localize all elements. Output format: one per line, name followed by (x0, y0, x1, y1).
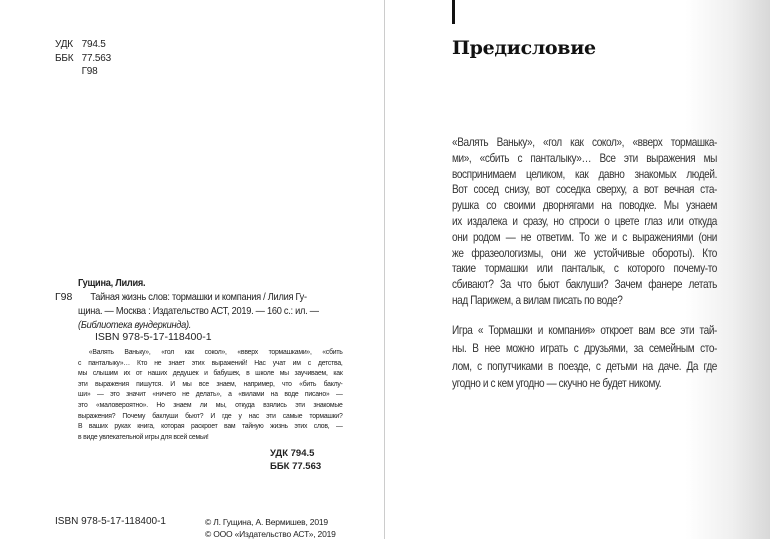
annotation-line: выражения? Почему баклуши бьют? И где у нас эти самые тормашки? (78, 410, 343, 420)
udk-code: УДК 794.5 (270, 448, 315, 459)
annotation-line: в виде увлекательной игры для всей семьи! (78, 431, 209, 441)
footer-isbn: ISBN 978-5-17-118400-1 (55, 516, 166, 527)
bibliographic-record (78, 276, 342, 331)
bbk-line (55, 52, 111, 66)
text-line: ми», «сбить с панталыку»… Все эти выражения мы (452, 151, 717, 165)
annotation-line: «Валять Ваньку», «гол как сокол», «вверх тормашками», «сбить (88, 347, 343, 356)
annotation-line: с панталыку»… Кто не знает этих выражений! Нас учат им с детства, (78, 357, 343, 367)
text-line: «Валять Ваньку», «гол как сокол», «вверх тормашка- (452, 136, 717, 149)
label: УДК (55, 39, 73, 50)
text-line: над Парижем, а вилам писать по воде? (452, 293, 623, 307)
text-line: их издалека и сразу, но спроси о цвете глаз или откуда (452, 214, 717, 228)
value: 794.5 (81, 39, 106, 50)
text-line: воспринимаем целиком, как давно знакомых людей. (452, 167, 717, 181)
annotation-line: ши» — это значит «ничего не делать», а «вилами на воде писано» — (78, 389, 343, 399)
label: ББК (55, 52, 74, 64)
text-line: лом, с попутчиками в поезде, с детьми на даче. Да где (452, 359, 717, 373)
text-line: они родом — не ответим. То же и с выражениями (они (452, 230, 717, 244)
left-page (0, 0, 384, 539)
annotation-line: В ваших руках книга, которая раскроет вам тайную жизнь этих слов, — (78, 421, 343, 431)
classification-block (55, 38, 111, 79)
text-line: же фразеологизмы, они же устойчивые обороты). Кто (452, 246, 717, 260)
annotation-line: это «маловероятно». Но знаем ли мы, откуда взялись эти знакомые (78, 399, 343, 409)
imprint-column (78, 276, 343, 473)
isbn: ISBN 978-5-17-118400-1 (95, 331, 212, 343)
annotation-line: мы слышим их от наших дедушек и бабушек, в школе мы заучиваем, как (78, 368, 343, 378)
udk-line (55, 38, 111, 52)
paragraph-2 (452, 322, 717, 393)
classification-codes (78, 447, 343, 473)
paragraph-1 (452, 135, 717, 309)
text-line: такие тормашки или панталык, с которого почему-то (452, 262, 717, 276)
copyright-line: © ООО «Издательство АСТ», 2019 (205, 529, 336, 539)
bib-line: Тайная жизнь слов: тормашки и компания / Лилия Гу- (90, 291, 307, 303)
text-line: Вот сосед снизу, вот соседка сверху, а вот вечная ста- (452, 183, 717, 197)
preface-text (452, 135, 717, 393)
bib-line: щина. — Москва : Издательство АСТ, 2019. — 160 с.: ил. — (78, 305, 319, 317)
value: Г98 (81, 66, 98, 77)
author-mark: Г98 (55, 291, 73, 303)
text-line: ны. В нее можно играть с друзьями, за семейным сто- (452, 341, 717, 355)
author-mark-line (55, 65, 111, 79)
text-cursor (452, 0, 455, 24)
text-line: Игра « Тормашки и компания» откроет вам все эти тай- (452, 324, 717, 337)
text-line: рушка со своими дворнягами на поводке. Мы узнаем (452, 199, 717, 213)
annotation-line: эти выражения пишутся. И мы все знаем, например, что «бить баклу- (78, 378, 343, 388)
author-name: Гущина, Лилия. (78, 277, 146, 289)
bbk-code: ББК 77.563 (270, 461, 322, 472)
bib-line: (Библиотека вундеркинда). (78, 319, 192, 331)
value: 77.563 (81, 52, 111, 64)
copyright (205, 516, 336, 540)
annotation (78, 347, 343, 443)
chapter-title: Предисловие (452, 37, 596, 59)
text-line: сбивают? За что бьют баклуши? Зачем фанере летать (452, 278, 717, 292)
text-line: угодно и с кем угодно — скучно не будет никому. (452, 377, 662, 391)
copyright-line: © Л. Гущина, А. Вермишев, 2019 (205, 517, 328, 527)
